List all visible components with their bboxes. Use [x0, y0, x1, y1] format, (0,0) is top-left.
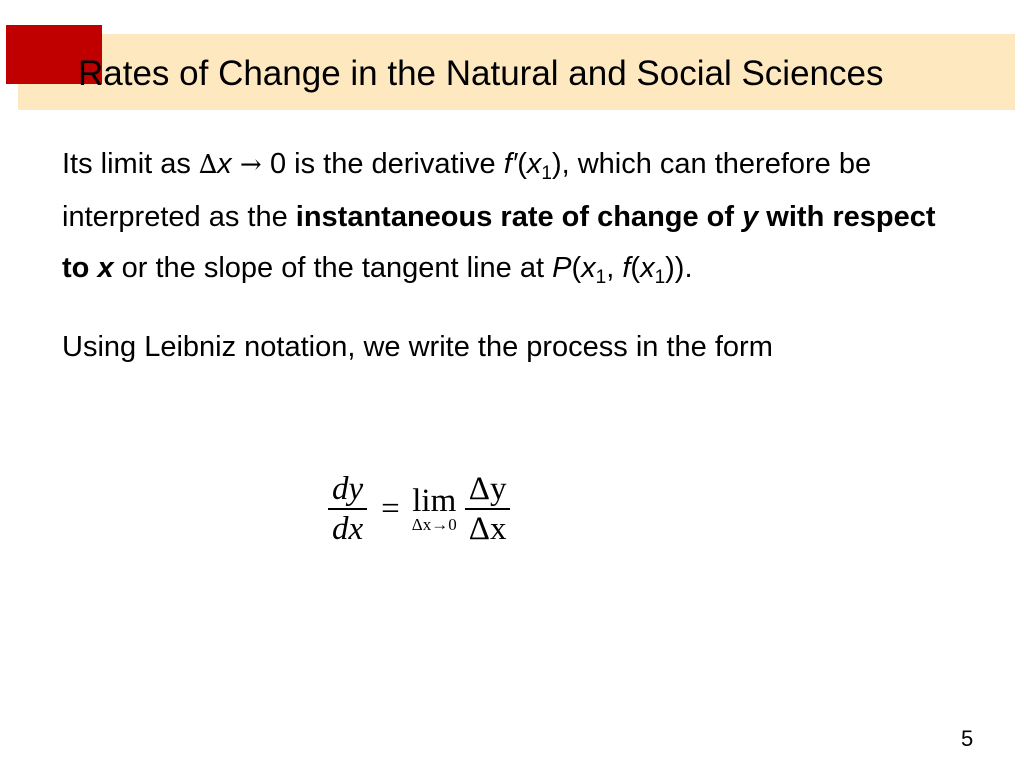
fraction-dy-dx — [328, 470, 367, 548]
subscript: 1 — [595, 267, 607, 288]
fraction-delta-y-delta-x — [465, 470, 511, 548]
text-run: ( — [630, 252, 641, 284]
function-f: f — [622, 252, 631, 284]
f-prime: f′ — [503, 148, 518, 180]
leibniz-formula — [328, 470, 510, 548]
text-run: )). — [665, 252, 693, 284]
text-run: ( — [517, 148, 527, 180]
variable-x: x — [217, 148, 232, 180]
variable-x: x — [526, 148, 542, 180]
text-run: 0 is the derivative — [269, 148, 504, 180]
lim-word: lim — [412, 483, 457, 519]
equals-sign: = — [381, 490, 400, 527]
numerator: dy — [332, 471, 364, 507]
denominator: Δx — [468, 511, 507, 547]
point-p: P — [552, 252, 572, 284]
bold-variable-y: y — [742, 200, 759, 233]
text-run: Its limit as — [62, 148, 199, 180]
subscript: 1 — [654, 267, 666, 288]
paragraph-derivative — [62, 139, 962, 295]
slide-body — [62, 139, 962, 373]
bold-term: instantaneous rate of change of — [295, 200, 743, 233]
numerator: Δy — [468, 471, 507, 507]
subscript: 1 — [541, 163, 552, 184]
variable-x: x — [581, 252, 596, 284]
denominator: dx — [332, 511, 364, 547]
slide-title: Rates of Change in the Natural and Social Sciences — [78, 54, 884, 93]
arrow-symbol: → — [231, 150, 270, 180]
text-run: , — [606, 252, 623, 284]
paragraph-leibniz: Using Leibniz notation, we write the process in the form — [62, 330, 773, 363]
delta-symbol: ∆ — [198, 150, 218, 180]
lim-subscript: Δx→0 — [411, 515, 457, 534]
limit-operator — [412, 484, 457, 534]
text-run: ( — [571, 252, 582, 284]
text-run: or the slope of the tangent line at — [113, 252, 553, 284]
bold-variable-x: x — [97, 252, 114, 284]
bold-term: with respect to — [62, 200, 936, 284]
variable-x: x — [640, 252, 655, 284]
text-run: ), which can therefore be interpreted as the — [62, 148, 872, 233]
page-number: 5 — [961, 726, 974, 751]
